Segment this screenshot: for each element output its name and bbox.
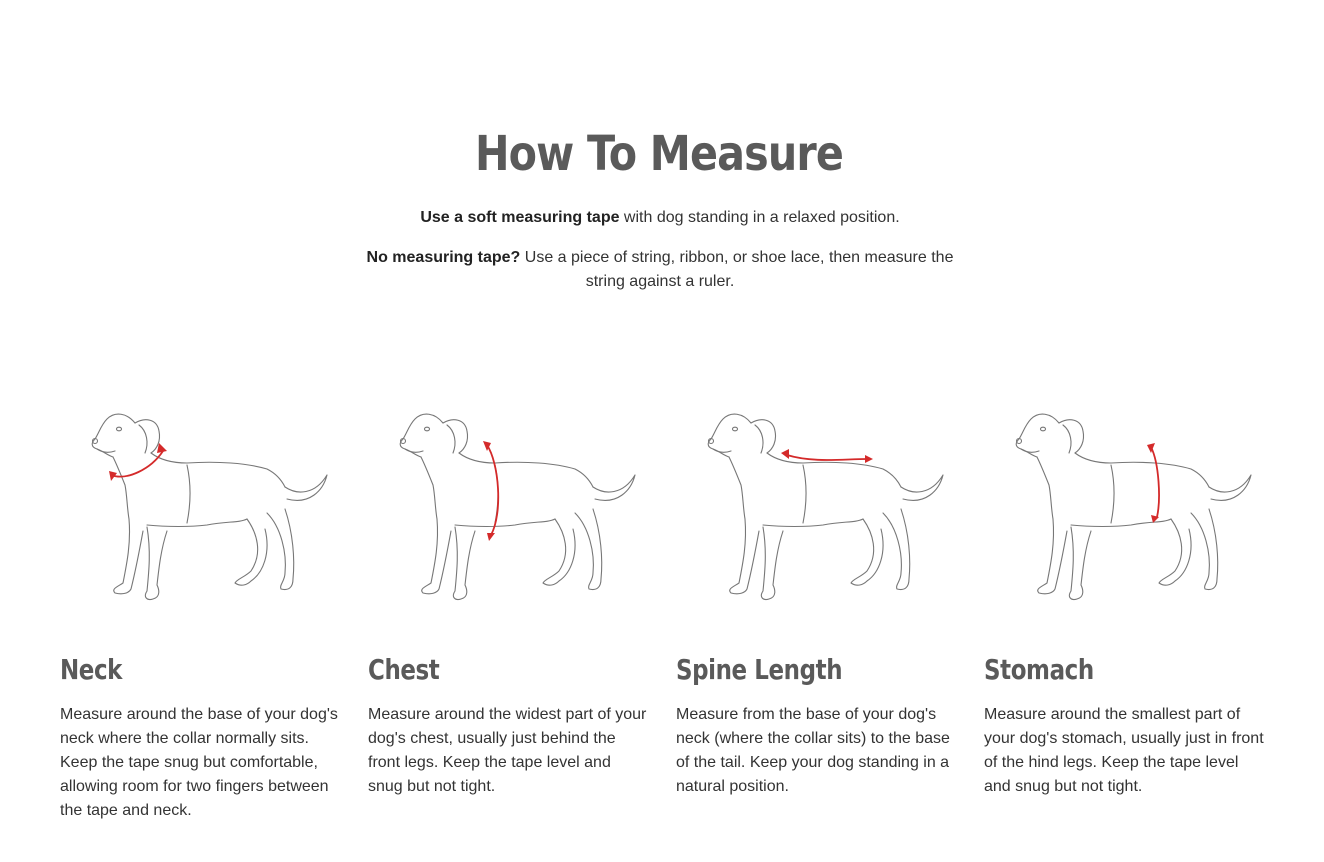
card-description: Measure around the smallest part of your dog's stomach, usually just in front of the hind legs. Keep the tape level and snug but not tight. — [984, 706, 1264, 795]
intro-no-tape — [362, 246, 958, 294]
dog-neck-measure-icon — [87, 403, 330, 603]
card-description: Measure around the base of your dog's neck where the collar normally sits. Keep the tape snug but comfortable, allowing room for two fingers between the tape and neck. — [60, 706, 338, 819]
intro-no-tape-bold: No measuring tape? — [366, 249, 521, 266]
card-description: Measure from the base of your dog's neck (where the collar sits) to the base of the tail. Keep your dog standing in a natural position. — [676, 706, 950, 795]
intro-tape — [362, 206, 958, 230]
card-title: Chest — [368, 653, 440, 686]
page-title: How To Measure — [474, 126, 844, 182]
card-title: Stomach — [984, 653, 1094, 686]
intro-no-tape-text: Use a piece of string, ribbon, or shoe lace, then measure the string against a ruler. — [520, 249, 954, 290]
dog-chest-measure-icon — [395, 403, 638, 603]
dog-stomach-measure-icon — [1011, 403, 1254, 603]
dog-spine-measure-icon — [703, 403, 946, 603]
intro-tape-bold: Use a soft measuring tape — [420, 209, 620, 226]
intro-tape-text: with dog standing in a relaxed position. — [619, 209, 900, 226]
card-title: Neck — [60, 653, 123, 686]
card-description: Measure around the widest part of your dog's chest, usually just behind the front legs. Keep the tape level and snug but not tight. — [368, 706, 647, 795]
card-title: Spine Length — [676, 653, 843, 686]
